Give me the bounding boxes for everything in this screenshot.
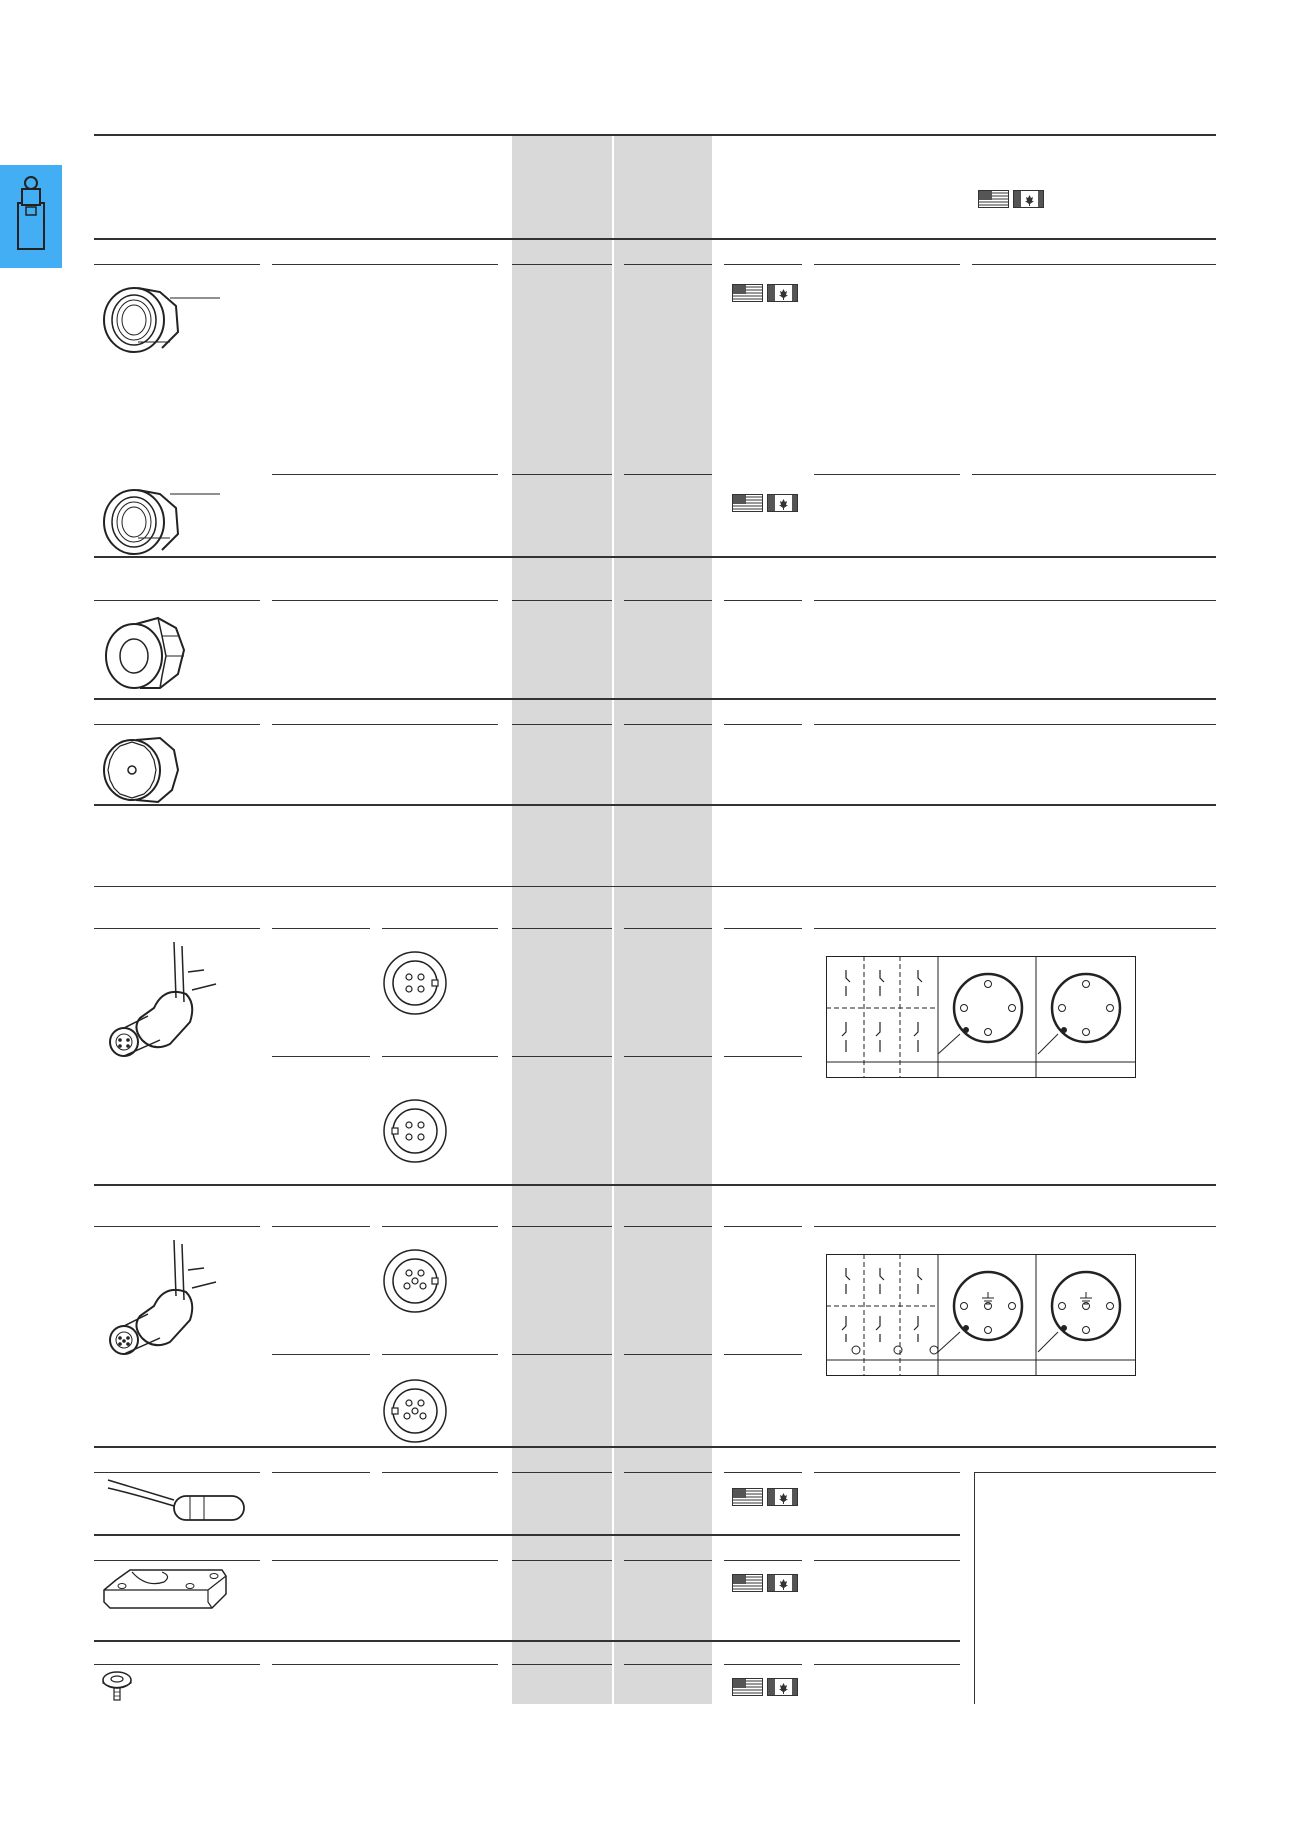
rule [272, 1226, 370, 1227]
section-rule [94, 1534, 960, 1536]
rule [94, 264, 260, 265]
rule [382, 1226, 498, 1227]
rule [94, 724, 260, 725]
rule [724, 1472, 802, 1473]
rule [94, 1560, 260, 1561]
rule [814, 474, 960, 475]
canada-flag-icon [767, 494, 798, 512]
rule [512, 928, 612, 929]
rule [512, 1664, 612, 1665]
rule [972, 264, 1216, 265]
rule [972, 474, 1216, 475]
rule [272, 1664, 498, 1665]
rule [624, 264, 712, 265]
right-panel-border [974, 1472, 975, 1704]
cable-seal-icon [104, 1474, 260, 1526]
us-flag-icon [732, 1488, 763, 1506]
rule [272, 474, 498, 475]
four-pin-socket-icon [382, 950, 448, 1016]
canada-flag-icon [767, 284, 798, 302]
shaded-column-2 [614, 134, 712, 1704]
rule [512, 1560, 612, 1561]
limit-switch-icon [12, 173, 50, 253]
us-flag-icon [732, 494, 763, 512]
four-pin-socket-icon [382, 1098, 448, 1164]
flags-section-8 [732, 1574, 798, 1592]
rule [512, 1472, 612, 1473]
rule [814, 1560, 960, 1561]
canada-flag-icon [767, 1574, 798, 1592]
rule [814, 600, 1216, 601]
us-flag-icon [732, 1678, 763, 1696]
rule [272, 1056, 370, 1057]
rule [624, 600, 712, 601]
rule [624, 1354, 712, 1355]
rule [272, 1560, 498, 1561]
section-rule [94, 804, 1216, 806]
rule [512, 264, 612, 265]
rule [512, 1354, 612, 1355]
section-rule [94, 1640, 960, 1642]
flags-section-1 [732, 284, 798, 302]
rule [512, 724, 612, 725]
fixing-washer-icon [100, 1668, 134, 1704]
rule [624, 474, 712, 475]
rule [724, 724, 802, 725]
rule [382, 928, 498, 929]
side-tab[interactable] [0, 165, 62, 268]
cable-gland-icon [98, 278, 222, 358]
header-top-rule [94, 134, 1216, 136]
rule [272, 928, 370, 929]
rule [814, 264, 960, 265]
canada-flag-icon [767, 1678, 798, 1696]
canada-flag-icon [767, 1488, 798, 1506]
rule [624, 1056, 712, 1057]
section-rule [94, 556, 1216, 558]
rule [94, 928, 260, 929]
rule [814, 1226, 1216, 1227]
section-rule [94, 886, 1216, 887]
canada-flag-icon [1013, 190, 1044, 208]
rule [382, 1354, 498, 1355]
rule [382, 1472, 498, 1473]
blanking-plug-icon [100, 732, 184, 804]
shaded-column-1 [512, 134, 612, 1704]
rule [94, 600, 260, 601]
header-bottom-rule [94, 238, 1216, 240]
flags-section-2 [732, 494, 798, 512]
rule [272, 1354, 370, 1355]
rule [624, 1472, 712, 1473]
rule [512, 1226, 612, 1227]
mounting-plate-icon [102, 1562, 230, 1616]
rule [974, 1472, 1216, 1473]
rule [272, 264, 498, 265]
rule [814, 724, 1216, 725]
us-flag-icon [732, 284, 763, 302]
rule [512, 1056, 612, 1057]
rule [724, 1354, 802, 1355]
section-rule [94, 698, 1216, 700]
rule [814, 1472, 960, 1473]
cable-gland-icon [98, 478, 222, 558]
rule [724, 600, 802, 601]
cable-connector-icon [104, 1230, 224, 1356]
section-rule [94, 1446, 1216, 1448]
rule [724, 1226, 802, 1227]
rule [814, 1664, 960, 1665]
rule [272, 600, 498, 601]
rule [624, 1560, 712, 1561]
five-pin-socket-icon [382, 1248, 448, 1314]
rule [624, 928, 712, 929]
flags-section-7 [732, 1488, 798, 1506]
rule [724, 264, 802, 265]
rule [272, 724, 498, 725]
rule [382, 1056, 498, 1057]
section-rule [94, 1184, 1216, 1186]
us-flag-icon [732, 1574, 763, 1592]
cable-connector-icon [104, 932, 224, 1058]
rule [512, 474, 612, 475]
rule [94, 1226, 260, 1227]
rule [814, 928, 1216, 929]
rule [724, 1664, 802, 1665]
rule [624, 724, 712, 725]
rule [624, 1664, 712, 1665]
rule [94, 1472, 260, 1473]
wiring-diagram-4pin [826, 956, 1136, 1078]
rule [512, 600, 612, 601]
rule [624, 1226, 712, 1227]
rule [724, 928, 802, 929]
us-flag-icon [978, 190, 1009, 208]
rule [272, 1472, 370, 1473]
rule [724, 1056, 802, 1057]
wiring-diagram-5pin [826, 1254, 1136, 1376]
five-pin-socket-icon [382, 1378, 448, 1444]
rule [724, 1560, 802, 1561]
header-flags [978, 190, 1044, 208]
cable-gland-open-icon [100, 606, 190, 696]
flags-section-9 [732, 1678, 798, 1696]
rule [94, 1664, 260, 1665]
